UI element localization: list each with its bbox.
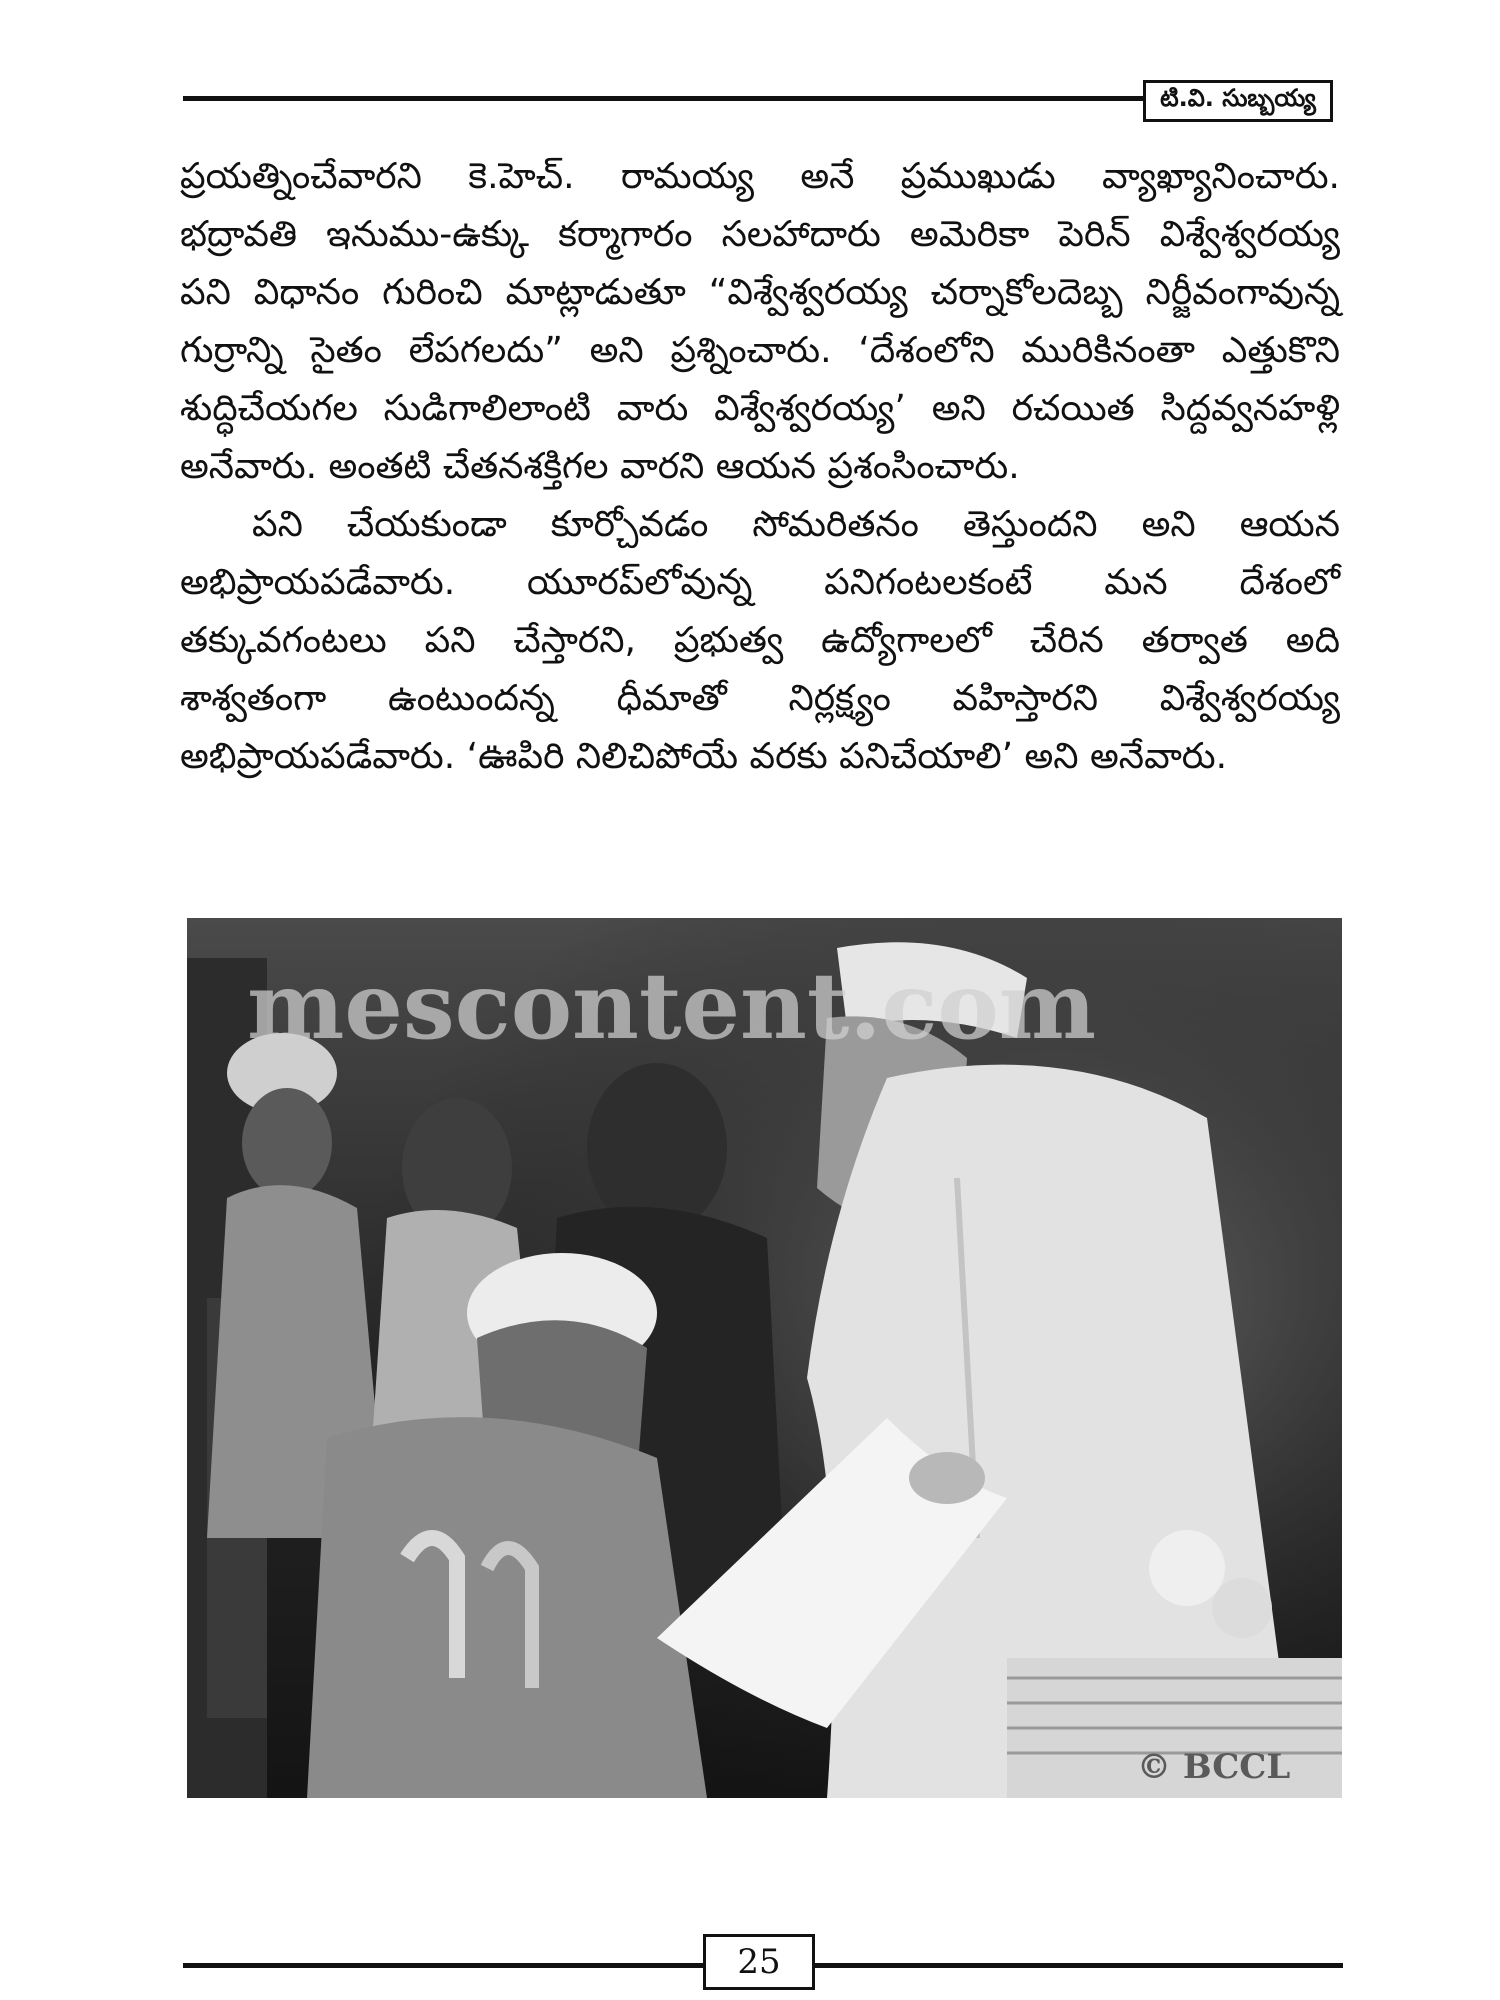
seated-man-coat <box>307 1417 707 1798</box>
text-line: అభిప్రాయపడేవారు. ‘ఊపిరి నిలిచిపోయే వరకు పనిచేయాలి’ అని అనేవారు. <box>180 736 1228 777</box>
text-line: భద్రావతి ఇనుము-ఉక్కు కర్మాగారం సలహాదారు అమెరికా పెరిన్ విశ్వేశ్వరయ్య <box>180 214 1340 255</box>
paragraph-1 <box>180 148 1340 496</box>
footer-rule-right <box>815 1963 1343 1968</box>
flower-decoration-2 <box>1212 1578 1272 1638</box>
photo-credit: © BCCL <box>1137 1747 1291 1787</box>
text-line: అభిప్రాయపడేవారు. యూరప్‌లోవున్న పనిగంటలకంటే మన దేశంలో <box>180 562 1340 603</box>
background-figure-3 <box>587 1063 727 1233</box>
standing-man-hand <box>909 1452 985 1504</box>
text-line: ప్రయత్నించేవారని కె.హెచ్. రామయ్య అనే ప్రముఖుడు వ్యాఖ్యానించారు. <box>180 156 1340 197</box>
text-line: పని విధానం గురించి మాట్లాడుతూ “విశ్వేశ్వరయ్య చర్నాకోలదెబ్బ నిర్జీవంగావున్న <box>180 272 1340 313</box>
running-header-author: టి.వి. సుబ్బయ్య <box>1143 80 1333 122</box>
header-rule <box>183 96 1143 101</box>
text-line: గుర్రాన్ని సైతం లేపగలదు” అని ప్రశ్నించారు. ‘దేశంలోని మురికినంతా ఎత్తుకొని <box>180 330 1340 371</box>
body-text <box>180 148 1340 786</box>
flower-decoration <box>1149 1530 1225 1606</box>
archival-photograph <box>187 918 1342 1798</box>
footer-rule-left <box>183 1963 703 1968</box>
text-line: శాశ్వతంగా ఉంటుందన్న ధీమాతో నిర్లక్ష్యం వహిస్తారని విశ్వేశ్వరయ్య <box>180 678 1340 719</box>
text-line: అనేవారు. అంతటి చేతనశక్తిగల వారని ఆయన ప్రశంసించారు. <box>180 446 1020 487</box>
background-face <box>242 1088 332 1198</box>
text-line: తక్కువగంటలు పని చేస్తారని, ప్రభుత్వ ఉద్యోగాలలో చేరిన తర్వాత అది <box>180 620 1340 661</box>
photo-watermark: mescontent.com <box>247 952 1097 1060</box>
photo-illustration <box>187 918 1342 1798</box>
paragraph-2 <box>180 496 1340 786</box>
page-number: 25 <box>703 1934 815 1990</box>
text-line: శుద్ధిచేయగల సుడిగాలిలాంటి వారు విశ్వేశ్వరయ్య’ అని రచయిత సిద్దవ్వనహళ్లి <box>180 388 1340 429</box>
text-line: పని చేయకుండా కూర్చోవడం సోమరితనం తెస్తుందని అని ఆయన <box>252 504 1340 545</box>
